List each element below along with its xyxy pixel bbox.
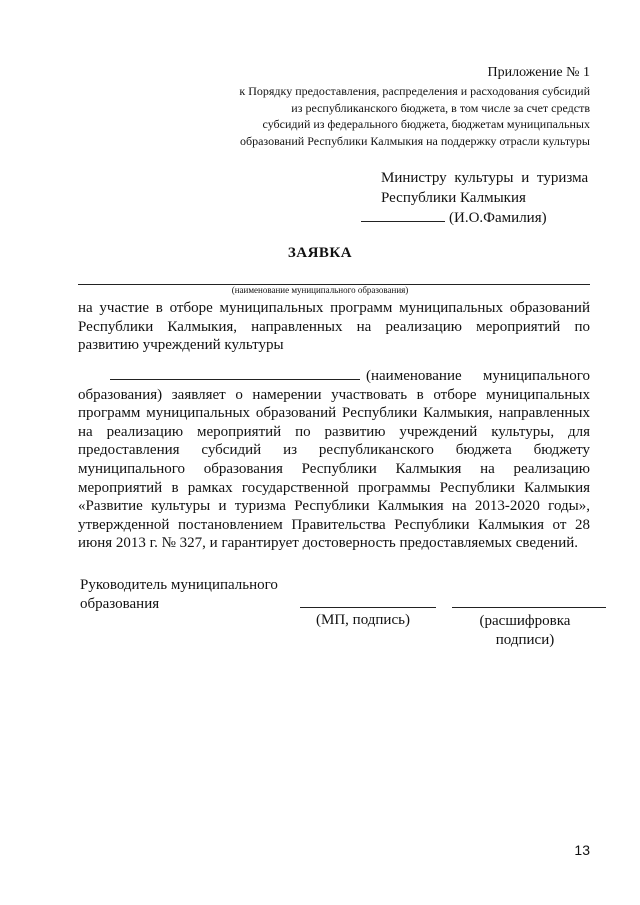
- request-subject-paragraph: на участие в отборе муниципальных программ муниципальных образований Республики Калмыкия, направленных на реализацию мероприятий по развитию учреждений культуры: [78, 300, 590, 354]
- addressee-name-placeholder: (И.О.Фамилия): [449, 210, 547, 226]
- page-number: 13: [574, 842, 590, 858]
- addressee-line-2: Республики Калмыкия: [381, 190, 526, 206]
- addressee-name-blank: [361, 208, 445, 222]
- addressee-line-1: Министру культуры и туризма: [381, 170, 589, 186]
- signature-decode-line: [452, 607, 606, 608]
- signature-decode-caption: (расшифровка подписи): [479, 613, 571, 648]
- stamp-signature-caption: (МП, подпись): [316, 612, 410, 628]
- municipality-caption: (наименование муниципального образования): [231, 285, 409, 295]
- addressee-name-line: [361, 208, 588, 228]
- appendix-description: [210, 83, 590, 149]
- appendix-line: субсидий из федерального бюджета, бюджетам муниципальных: [262, 117, 590, 131]
- appendix-line: из республиканского бюджета, в том числе за счет средств: [291, 100, 590, 115]
- appendix-title: Приложение № 1: [487, 65, 590, 80]
- addressee-block: [381, 168, 588, 228]
- signature-line: [300, 607, 436, 608]
- declaration-paragraph: [78, 366, 590, 553]
- head-of-municipality-label: Руководитель муниципального образования: [80, 577, 278, 612]
- declaration-text: (наименование муниципального образования) заявляет о намерении участвовать в отборе муниципальных программ муниципальных образований Республики Калмыкия, направленных на реализацию мероприятий по развитию учреждений культуры, для предоставления субсидий из республиканского бюджета бюджету муниципального образования Республики Калмыкия на реализацию мероприятий в рамках государственной программы Республики Калмыкия «Развитие культуры и туризма Республики Калмыкия на 2013-2020 годы», утвержденной постановлением Правительства Республики Калмыкия от 28 июня 2013 г. № 327, и гарантирует достоверность предоставляемых сведений.: [78, 368, 590, 552]
- appendix-line: образований Республики Калмыкия на поддержку отрасли культуры: [240, 133, 590, 148]
- appendix-line: к Порядку предоставления, распределения и расходования субсидий: [239, 84, 590, 98]
- document-title: ЗАЯВКА: [287, 245, 353, 261]
- municipality-name-blank: [110, 366, 360, 380]
